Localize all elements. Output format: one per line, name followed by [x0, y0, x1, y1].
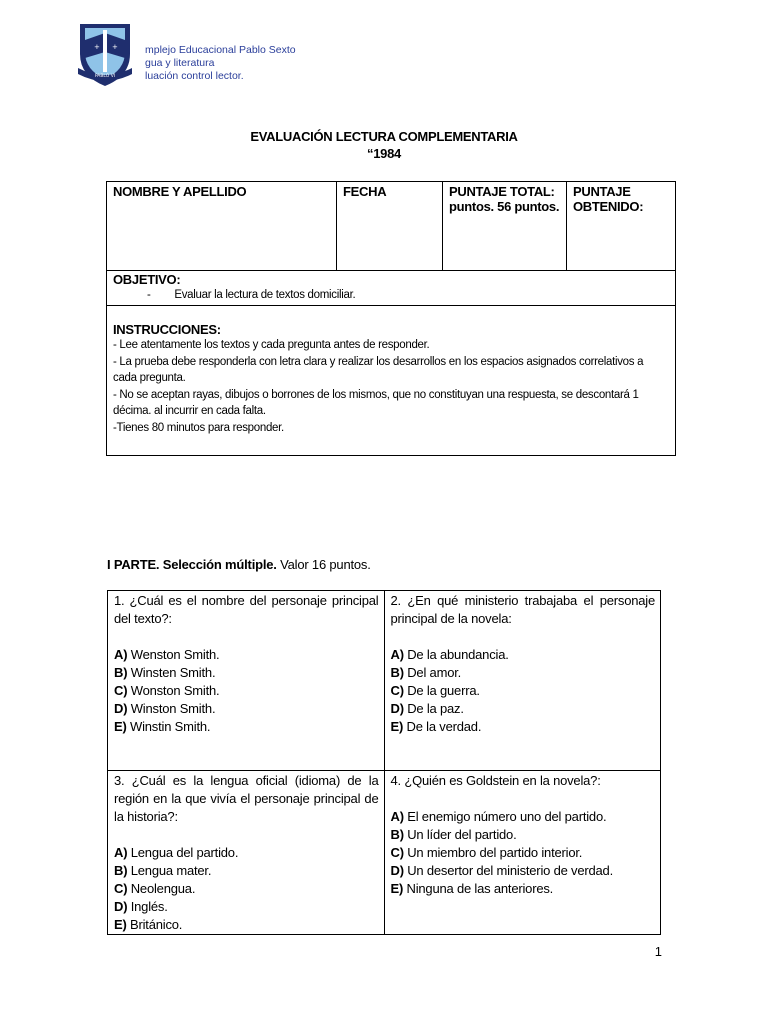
instructions-label: INSTRUCCIONES: — [113, 322, 221, 337]
school-header — [145, 44, 296, 83]
total-score-cell — [443, 182, 567, 271]
part-1-heading — [107, 557, 371, 572]
student-info-table — [106, 181, 676, 456]
name-cell[interactable] — [107, 182, 337, 271]
question-3-option-d[interactable]: D) Inglés. — [114, 899, 168, 914]
school-line-2: gua y literatura — [145, 57, 215, 69]
question-1-option-b[interactable]: B) Winsten Smith. — [114, 665, 216, 680]
question-3-option-a[interactable]: A) Lengua del partido. — [114, 845, 239, 860]
school-logo — [76, 18, 134, 88]
question-4-option-c[interactable]: C) Un miembro del partido interior. — [390, 845, 583, 860]
question-2 — [384, 591, 661, 771]
question-4-option-d[interactable]: D) Un desertor del ministerio de verdad. — [390, 863, 614, 878]
question-4-option-a[interactable]: A) El enemigo número uno del partido. — [390, 809, 607, 824]
objective-cell — [107, 271, 676, 306]
question-1-text: 1. ¿Cuál es el nombre del personaje principal del texto?: — [114, 593, 379, 626]
objective-text: Evaluar la lectura de textos domiciliar. — [174, 289, 356, 301]
instruction-3: - No se aceptan rayas, dibujos o borrones de los mismos, que no constituyan una respuesta, se descontará 1 décima. al incurrir en cada falta. — [113, 388, 639, 417]
question-2-option-a[interactable]: A) De la abundancia. — [390, 647, 509, 662]
instructions-cell — [107, 306, 676, 456]
svg-text:+: + — [112, 43, 118, 51]
question-4-text: 4. ¿Quién es Goldstein en la novela?: — [390, 773, 601, 788]
obtained-score-header: PUNTAJE OBTENIDO: — [573, 184, 644, 214]
question-4-option-b[interactable]: B) Un líder del partido. — [390, 827, 517, 842]
question-1-option-a[interactable]: A) Wenston Smith. — [114, 647, 220, 662]
svg-text:+: + — [94, 43, 100, 51]
page-subtitle: “1984 — [367, 146, 401, 161]
school-line-3: luación control lector. — [145, 70, 244, 82]
question-1-option-c[interactable]: C) Wonston Smith. — [114, 683, 220, 698]
question-2-option-b[interactable]: B) Del amor. — [390, 665, 462, 680]
total-score-header: PUNTAJE TOTAL: — [449, 184, 555, 199]
question-1 — [108, 591, 385, 771]
date-cell[interactable] — [337, 182, 443, 271]
question-3-option-b[interactable]: B) Lengua mater. — [114, 863, 212, 878]
school-line-1: mplejo Educacional Pablo Sexto — [145, 44, 296, 56]
question-3-option-c[interactable]: C) Neolengua. — [114, 881, 196, 896]
part-1-title: I PARTE. Selección múltiple. — [107, 557, 277, 572]
objective-label: OBJETIVO: — [113, 272, 181, 287]
name-header: NOMBRE Y APELLIDO — [113, 184, 247, 199]
instruction-1: - Lee atentamente los textos y cada pregunta antes de responder. — [113, 339, 430, 351]
instruction-2: - La prueba debe responderla con letra clara y realizar los desarrollos en los espacios asignados correlativos a cada pregunta. — [113, 355, 644, 384]
question-2-option-d[interactable]: D) De la paz. — [390, 701, 464, 716]
question-2-text: 2. ¿En qué ministerio trabajaba el personaje principal de la novela: — [390, 593, 655, 626]
page-title: EVALUACIÓN LECTURA COMPLEMENTARIA — [250, 129, 518, 144]
part-1-value: Valor 16 puntos. — [276, 557, 371, 572]
page-number: 1 — [654, 944, 662, 959]
question-3-text: 3. ¿Cuál es la lengua oficial (idioma) de la región en la que vivía el personaje principal de la historia?: — [114, 773, 379, 824]
question-1-option-d[interactable]: D) Winston Smith. — [114, 701, 216, 716]
question-2-option-e[interactable]: E) De la verdad. — [390, 719, 482, 734]
objective-bullet: - — [147, 289, 151, 301]
question-4-option-e[interactable]: E) Ninguna de las anteriores. — [390, 881, 554, 896]
questions-table — [107, 590, 661, 935]
question-3 — [108, 771, 385, 935]
question-1-option-e[interactable]: E) Winstin Smith. — [114, 719, 211, 734]
question-4 — [384, 771, 661, 935]
total-score-value: puntos. 56 puntos. — [449, 199, 560, 214]
question-2-option-c[interactable]: C) De la guerra. — [390, 683, 480, 698]
logo-text: PABLO VI — [94, 74, 116, 79]
obtained-score-cell[interactable] — [567, 182, 676, 271]
instruction-4: -Tienes 80 minutos para responder. — [113, 421, 284, 434]
date-header: FECHA — [343, 184, 387, 199]
question-3-option-e[interactable]: E) Británico. — [114, 917, 183, 932]
